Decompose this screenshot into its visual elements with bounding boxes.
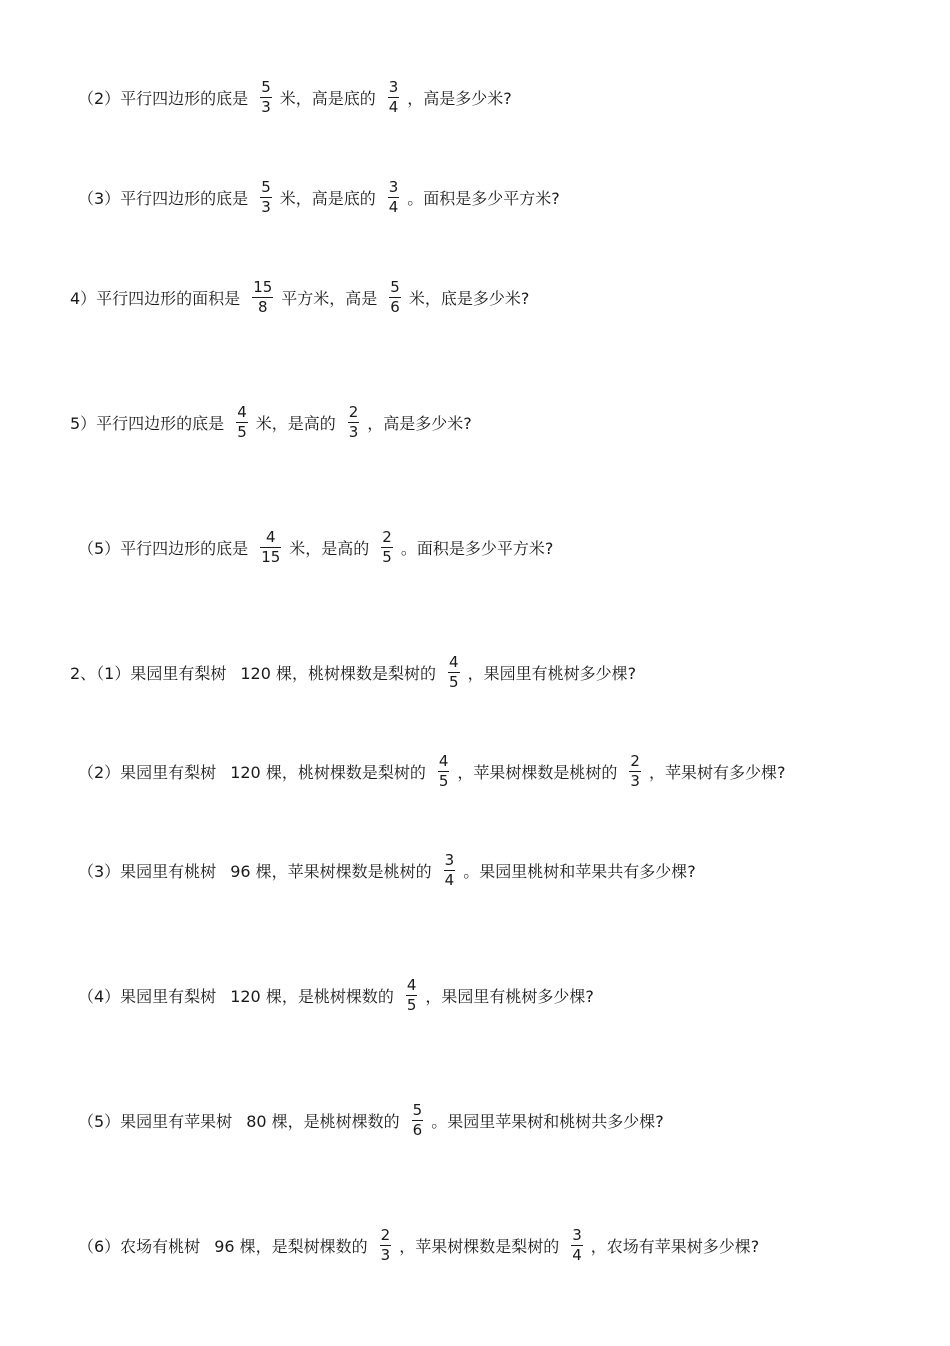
fraction-denominator: 4 (388, 197, 399, 216)
fraction-numerator: 4 (406, 975, 417, 994)
problem-line (78, 850, 696, 890)
fraction-numerator: 5 (390, 277, 400, 296)
problem-text: 5）平行四边形的底是 (70, 413, 225, 433)
fraction-denominator: 3 (261, 197, 271, 216)
problem-text: 4）平行四边形的面积是 (70, 288, 241, 308)
fraction-numerator: 3 (572, 1225, 582, 1244)
problem-text: 2、（1）果园里有梨树 (70, 663, 227, 683)
fraction-numerator: 4 (449, 652, 459, 671)
problem-text: ，苹果树有多少棵? (648, 762, 786, 782)
fraction-denominator: 15 (261, 547, 281, 566)
fraction-denominator: 6 (412, 1120, 423, 1139)
problem-text: （3）果园里有桃树 (78, 861, 217, 881)
fraction-numerator: 2 (380, 1225, 391, 1244)
fraction-denominator: 5 (237, 422, 247, 441)
problem-text: 。果园里桃树和苹果共有多少棵? (463, 861, 696, 881)
fraction-numerator: 4 (265, 527, 276, 546)
fraction (252, 277, 273, 316)
problem-text: （2）平行四边形的底是 (78, 88, 249, 108)
fraction (236, 402, 248, 441)
fraction (448, 652, 460, 691)
problem-text: 米，高是底的 (279, 188, 376, 208)
problem-text: （3）平行四边形的底是 (78, 188, 249, 208)
fraction-denominator: 5 (406, 995, 417, 1014)
problem-text: 米，是高的 (255, 413, 336, 433)
fraction-denominator: 3 (348, 422, 359, 441)
problem-line (70, 277, 529, 317)
problem-line (70, 402, 472, 442)
problem-line (78, 751, 785, 791)
fraction-denominator: 4 (388, 97, 399, 116)
fraction-numerator: 3 (388, 77, 399, 96)
fraction-denominator: 3 (630, 771, 640, 790)
problem-text: 80 棵，是桃树棵数的 (246, 1111, 400, 1131)
problem-line (78, 77, 512, 117)
problem-text: 米，底是多少米? (408, 288, 530, 308)
problem-line (78, 1100, 664, 1140)
problem-text: 。面积是多少平方米? (400, 538, 554, 558)
problem-text: 。面积是多少平方米? (407, 188, 560, 208)
fraction (260, 177, 272, 216)
problem-text: 米，是高的 (289, 538, 370, 558)
fraction-denominator: 5 (382, 547, 392, 566)
problem-text: 平方米，高是 (281, 288, 378, 308)
problem-text: （6）农场有桃树 (78, 1236, 201, 1256)
problem-line (78, 1225, 759, 1265)
problem-text: 96 棵，苹果树棵数是桃树的 (230, 861, 432, 881)
fraction-denominator: 5 (438, 771, 449, 790)
fraction (388, 77, 400, 116)
fraction (260, 527, 281, 566)
fraction-numerator: 5 (261, 177, 271, 196)
problem-text: 120 棵，是桃树棵数的 (230, 986, 394, 1006)
fraction-denominator: 3 (261, 97, 271, 116)
fraction-numerator: 4 (438, 751, 449, 770)
fraction-denominator: 3 (380, 1245, 391, 1264)
fraction-numerator: 3 (444, 850, 455, 869)
fraction-numerator: 3 (388, 177, 399, 196)
problem-text: （4）果园里有梨树 (78, 986, 217, 1006)
problem-text: ，果园里有桃树多少棵? (467, 663, 637, 683)
fraction-denominator: 4 (572, 1245, 582, 1264)
fraction (629, 751, 641, 790)
problem-text: ，苹果树棵数是梨树的 (399, 1236, 560, 1256)
fraction (381, 527, 393, 566)
fraction-denominator: 6 (390, 297, 400, 316)
fraction (389, 277, 401, 316)
problem-text: ，高是多少米? (407, 88, 512, 108)
fraction-numerator: 2 (630, 751, 640, 770)
fraction-numerator: 5 (261, 77, 271, 96)
fraction (438, 751, 450, 790)
problem-text: 120 棵，桃树棵数是梨树的 (240, 663, 437, 683)
problem-line (78, 177, 560, 217)
problem-text: 120 棵，桃树棵数是梨树的 (230, 762, 426, 782)
fraction (388, 177, 400, 216)
fraction-denominator: 8 (257, 297, 268, 316)
fraction (571, 1225, 583, 1264)
problem-text: 米，高是底的 (279, 88, 376, 108)
problem-line (70, 652, 636, 692)
fraction-denominator: 5 (449, 672, 459, 691)
problem-text: ，高是多少米? (367, 413, 472, 433)
fraction-numerator: 4 (237, 402, 247, 421)
fraction (380, 1225, 392, 1264)
problem-text: 96 棵，是梨树棵数的 (214, 1236, 368, 1256)
problem-text: （5）平行四边形的底是 (78, 538, 249, 558)
fraction-numerator: 5 (412, 1100, 423, 1119)
problem-text: ，苹果树棵数是桃树的 (457, 762, 618, 782)
problem-line (78, 975, 594, 1015)
fraction (444, 850, 456, 889)
problem-text: 。果园里苹果树和桃树共多少棵? (431, 1111, 664, 1131)
problem-text: （2）果园里有梨树 (78, 762, 217, 782)
fraction (260, 77, 272, 116)
fraction (348, 402, 360, 441)
problem-text: （5）果园里有苹果树 (78, 1111, 233, 1131)
problem-text: ，农场有苹果树多少棵? (590, 1236, 760, 1256)
problem-line (78, 527, 553, 567)
fraction-numerator: 15 (253, 277, 273, 296)
fraction (412, 1100, 424, 1139)
fraction (406, 975, 418, 1014)
fraction-numerator: 2 (382, 527, 392, 546)
fraction-denominator: 4 (444, 870, 455, 889)
problem-text: ，果园里有桃树多少棵? (425, 986, 594, 1006)
fraction-numerator: 2 (348, 402, 359, 421)
